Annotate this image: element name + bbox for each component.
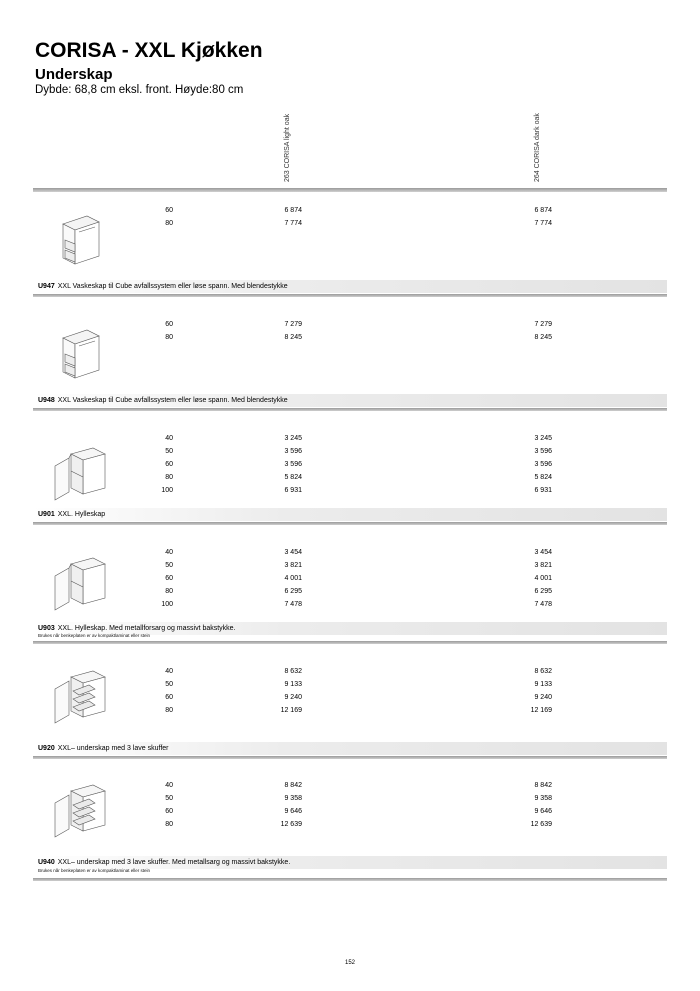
page-number: 152 — [344, 960, 355, 966]
section-divider — [33, 294, 667, 297]
page-subtitle: Underskap — [35, 66, 113, 83]
price-row: 40 8 842 8 842 — [165, 782, 552, 789]
price-row: 40 3 245 3 245 — [165, 435, 552, 442]
price-row: 40 3 454 3 454 — [165, 549, 552, 556]
product-code: U947 — [38, 283, 55, 290]
product-note: Brukes når benkeplaten er av kompaktlaminat eller stein — [38, 633, 151, 638]
section-divider — [33, 878, 667, 881]
product-title-bar — [33, 280, 667, 293]
price-row: 40 8 632 8 632 — [165, 668, 552, 675]
product-title-bar — [33, 394, 667, 407]
page-title: CORISA - XXL Kjøkken — [35, 39, 263, 62]
product-title-bar — [33, 742, 667, 755]
product-title-bar — [33, 508, 667, 521]
price-row: 60 9 646 9 646 — [165, 808, 552, 815]
price-row: 50 3 821 3 821 — [165, 562, 552, 569]
dimension-description: Dybde: 68,8 cm eksl. front. Høyde:80 cm — [35, 84, 244, 96]
price-row: 50 9 358 9 358 — [165, 795, 552, 802]
price-row: 50 9 133 9 133 — [165, 681, 552, 688]
product-name: XXL. Hylleskap. Med metallforsarg og massivt bakstykke. — [57, 625, 236, 632]
product-code: U901 — [38, 511, 55, 518]
section-divider — [33, 522, 667, 525]
product-name: XXL Vaskeskap til Cube avfallssystem eller løse spann. Med blendestykke — [57, 397, 288, 404]
price-row: 60 6 874 6 874 — [165, 207, 552, 214]
price-row: 100 6 931 6 931 — [161, 487, 552, 494]
column-header-dark-oak: 264 CORISA dark oak — [534, 113, 541, 182]
price-row: 80 5 824 5 824 — [165, 474, 552, 481]
product-note: Brukes når benkeplaten er av kompaktlaminat eller stein — [38, 868, 151, 873]
column-header-light-oak: 263 CORISA light oak — [284, 113, 291, 182]
header-divider — [33, 188, 667, 192]
product-code: U920 — [38, 745, 55, 752]
price-row: 80 12 169 12 169 — [165, 707, 552, 714]
price-row: 60 7 279 7 279 — [165, 321, 552, 328]
price-row: 80 6 295 6 295 — [165, 588, 552, 595]
product-name: XXL. Hylleskap — [57, 511, 106, 518]
product-code: U903 — [38, 625, 55, 632]
product-name: XXL– underskap med 3 lave skuffer. Med metallsarg og massivt bakstykke. — [57, 859, 291, 866]
product-code: U948 — [38, 397, 55, 404]
price-row: 60 3 596 3 596 — [165, 461, 552, 468]
price-row: 80 7 774 7 774 — [165, 220, 552, 227]
price-row: 100 7 478 7 478 — [161, 601, 552, 608]
price-row: 60 9 240 9 240 — [165, 694, 552, 701]
price-row: 80 12 639 12 639 — [165, 821, 552, 828]
product-code: U940 — [38, 859, 55, 866]
price-row: 60 4 001 4 001 — [165, 575, 552, 582]
section-divider — [33, 408, 667, 411]
section-divider — [33, 641, 667, 644]
product-name: XXL– underskap med 3 lave skuffer — [57, 745, 169, 752]
product-name: XXL Vaskeskap til Cube avfallssystem eller løse spann. Med blendestykke — [57, 283, 288, 290]
price-row: 50 3 596 3 596 — [165, 448, 552, 455]
price-row: 80 8 245 8 245 — [165, 334, 552, 341]
section-divider — [33, 756, 667, 759]
